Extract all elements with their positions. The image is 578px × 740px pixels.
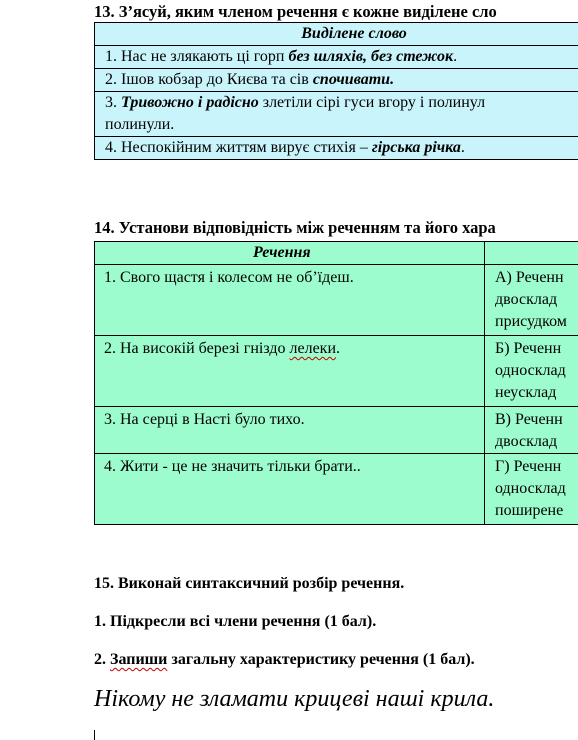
table-header-empty bbox=[485, 242, 578, 265]
row-tail: . bbox=[460, 139, 465, 156]
answer-line: поширене bbox=[495, 502, 564, 519]
answer-line: В) Реченн bbox=[495, 411, 563, 428]
question-14-title: 14. Установи відповідність між реченням та його хара bbox=[94, 218, 496, 237]
table-row bbox=[95, 69, 578, 92]
highlighted-word: гірська річка bbox=[371, 139, 461, 156]
answer-line: неусклад bbox=[495, 384, 557, 401]
answer-line: односклад bbox=[495, 362, 566, 379]
row-tail: . bbox=[453, 48, 458, 65]
table-row bbox=[95, 336, 578, 407]
answer-line: двосклад bbox=[495, 433, 558, 450]
table-row bbox=[95, 46, 578, 69]
table-header-row bbox=[95, 242, 578, 265]
table-header: Речення bbox=[95, 242, 485, 265]
question-15-title: 15. Виконай синтаксичний розбір речення. bbox=[94, 575, 405, 592]
answer-cell bbox=[485, 407, 578, 454]
highlighted-word: без шляхів, без стежок bbox=[288, 48, 454, 65]
answer-line: односклад bbox=[495, 480, 566, 497]
row-text-continued: полинули. bbox=[105, 116, 175, 133]
table-row bbox=[95, 454, 578, 525]
question-13-table bbox=[94, 22, 578, 160]
answer-line: двосклад bbox=[495, 291, 558, 308]
task-2-number: 2. bbox=[94, 651, 110, 668]
answer-cell bbox=[485, 336, 578, 407]
table-row bbox=[95, 137, 578, 160]
answer-line: А) Реченн bbox=[495, 269, 564, 286]
highlighted-word: Тривожно і радісно bbox=[121, 94, 259, 111]
table-header-row bbox=[95, 23, 578, 46]
table-row bbox=[95, 92, 578, 137]
sentence-cell: 1. Свого щастя і колесом не об’їдеш. bbox=[95, 265, 485, 336]
row-cell bbox=[95, 46, 578, 69]
row-number: 3. bbox=[105, 94, 121, 111]
question-13-title: 13. З’ясуй, яким членом речення є кожне виділене сло bbox=[94, 2, 497, 21]
row-cell bbox=[95, 137, 578, 160]
task-2-text bbox=[94, 651, 475, 669]
task-2-rest: загальну характеристику речення (1 бал). bbox=[167, 651, 475, 668]
row-cell bbox=[95, 92, 578, 137]
row-text: 4. Неспокійним життям вирує стихія – bbox=[105, 139, 372, 156]
row-text: злетіли сірі гуси вгору і полинул bbox=[258, 94, 486, 111]
spellcheck-word: Запиши bbox=[110, 651, 168, 668]
sentence-cell: 4. Жити - це не значить тільки брати.. bbox=[95, 454, 485, 525]
spellcheck-word: лелеки bbox=[289, 340, 337, 357]
sentence-cell bbox=[95, 336, 485, 407]
row-text: 2. Ішов кобзар до Києва та сів bbox=[105, 71, 313, 88]
table-row bbox=[95, 407, 578, 454]
analysis-sentence: Нікому не зламати крицеві наші крила. bbox=[94, 686, 495, 712]
answer-line: Б) Реченн bbox=[495, 340, 562, 357]
text-cursor bbox=[94, 730, 95, 740]
sentence-tail: . bbox=[336, 340, 341, 357]
sentence-text: 2. На високій березі гніздо bbox=[104, 340, 290, 357]
answer-cell bbox=[485, 454, 578, 525]
task-1-text: 1. Підкресли всі члени речення (1 бал). bbox=[94, 613, 377, 630]
row-text: 1. Нас не злякають ці горп bbox=[105, 48, 289, 65]
highlighted-word: спочивати. bbox=[312, 71, 395, 88]
row-cell bbox=[95, 69, 578, 92]
answer-line: Г) Реченн bbox=[495, 458, 562, 475]
table-row bbox=[95, 265, 578, 336]
answer-cell bbox=[485, 265, 578, 336]
question-14-table bbox=[94, 241, 578, 525]
answer-line: присудком bbox=[495, 313, 567, 330]
table-header: Виділене слово bbox=[95, 23, 578, 46]
sentence-cell: 3. На серці в Насті було тихо. bbox=[95, 407, 485, 454]
